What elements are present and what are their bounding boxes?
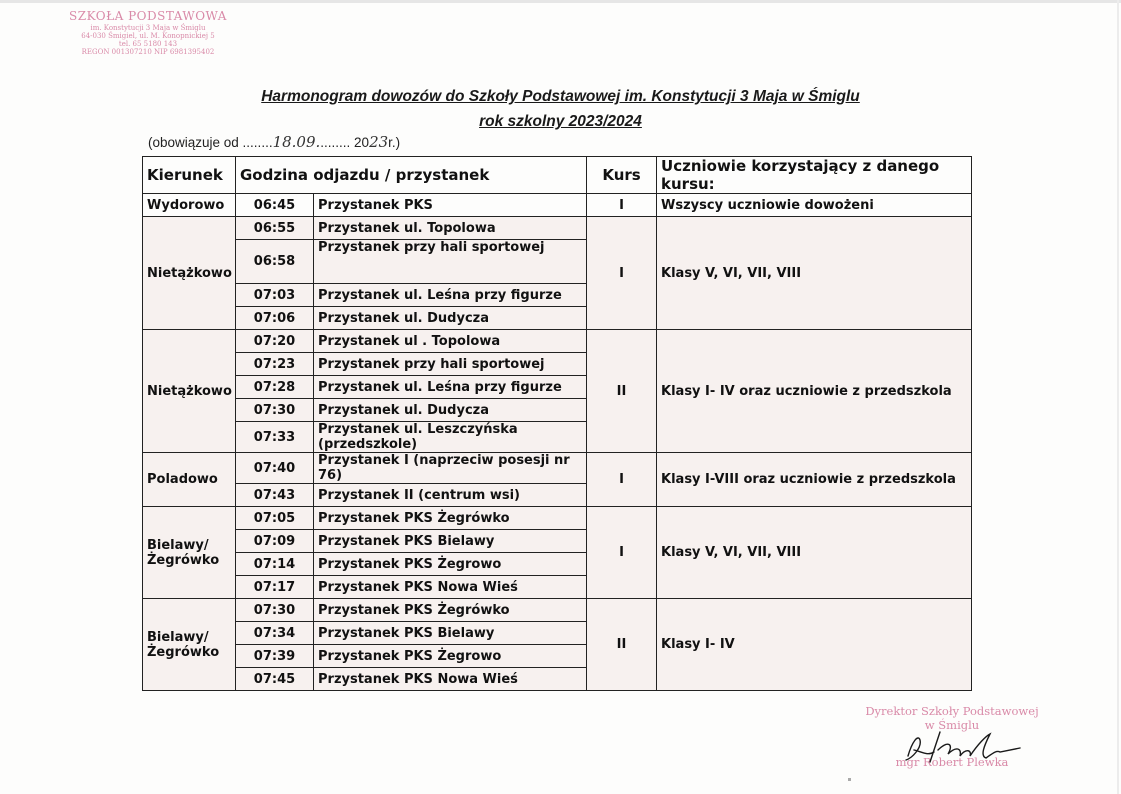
page-top-edge: [0, 0, 1121, 3]
departure-time: 07:14: [236, 553, 314, 576]
course-cell: II: [587, 599, 657, 691]
direction-cell: Poladowo: [143, 453, 236, 507]
header-departure: Godzina odjazdu / przystanek: [236, 157, 587, 194]
header-direction: Kierunek: [143, 157, 236, 194]
document-title: Harmonogram dowozów do Szkoły Podstawowej im. Konstytucji 3 Maja w Śmiglu: [261, 88, 860, 105]
validity-year: 23: [369, 133, 389, 151]
stop-name: Przystanek II (centrum wsi): [314, 484, 587, 507]
departure-time: 07:30: [236, 399, 314, 422]
table-row: [143, 507, 972, 530]
validity-middle: ........ 20: [320, 135, 370, 150]
stop-name: Przystanek ul. Leszczyńska (przedszkole): [314, 422, 587, 453]
departure-time: 06:55: [236, 217, 314, 240]
stop-name: Przystanek ul. Leśna przy figurze: [314, 284, 587, 307]
departure-time: 07:40: [236, 453, 314, 484]
direction-cell: Bielawy/ Żegrówko: [143, 599, 236, 691]
director-title: Dyrektor Szkoły Podstawowej: [865, 704, 1039, 718]
departure-time: 07:05: [236, 507, 314, 530]
stop-name: Przystanek PKS Żegrówko: [314, 599, 587, 622]
header-students: Uczniowie korzystający z danego kursu:: [657, 157, 972, 194]
scan-mark: [848, 778, 851, 781]
stamp-line: im. Konstytucji 3 Maja w Śmiglu: [90, 23, 206, 32]
stop-name: Przystanek PKS Nowa Wieś: [314, 668, 587, 691]
schedule-table: [142, 156, 972, 691]
course-cell: I: [587, 507, 657, 599]
table-row: [143, 599, 972, 622]
stop-name: Przystanek przy hali sportowej: [314, 353, 587, 376]
stop-name: Przystanek PKS Nowa Wieś: [314, 576, 587, 599]
students-cell: Klasy I- IV oraz uczniowie z przedszkola: [657, 330, 972, 453]
validity-note: [148, 133, 400, 151]
stamp-line: REGON 001307210 NIP 6981395402: [81, 47, 215, 56]
director-town: w Śmiglu: [924, 718, 980, 733]
direction-cell: Nietążkowo: [143, 217, 236, 330]
validity-suffix: r.): [388, 135, 401, 150]
stamp-line: tel. 65 5180 143: [118, 39, 178, 48]
departure-time: 07:17: [236, 576, 314, 599]
departure-time: 07:34: [236, 622, 314, 645]
stop-name: Przystanek PKS Bielawy: [314, 622, 587, 645]
students-cell: Klasy I-VIII oraz uczniowie z przedszkola: [657, 453, 972, 507]
course-cell: I: [587, 194, 657, 217]
stop-name: Przystanek ul. Dudycza: [314, 307, 587, 330]
departure-time: 07:06: [236, 307, 314, 330]
students-cell: Klasy I- IV: [657, 599, 972, 691]
table-header-row: [143, 157, 972, 194]
table-row: [143, 194, 972, 217]
departure-time: 07:03: [236, 284, 314, 307]
stamp-line: 64-030 Śmigiel, ul. M. Konopnickiej 5: [81, 31, 215, 40]
departure-time: 07:39: [236, 645, 314, 668]
header-course: Kurs: [587, 157, 657, 194]
stop-name: Przystanek PKS: [314, 194, 587, 217]
students-cell: Klasy V, VI, VII, VIII: [657, 507, 972, 599]
table-row: [143, 453, 972, 484]
students-cell: Klasy V, VI, VII, VIII: [657, 217, 972, 330]
table-row: [143, 217, 972, 240]
departure-time: 07:45: [236, 668, 314, 691]
stop-name: Przystanek ul. Topolowa: [314, 217, 587, 240]
departure-time: 07:30: [236, 599, 314, 622]
departure-time: 06:45: [236, 194, 314, 217]
course-cell: I: [587, 453, 657, 507]
validity-date: 18.09.: [272, 133, 321, 151]
stop-name: Przystanek I (naprzeciw posesji nr 76): [314, 453, 587, 484]
departure-time: 06:58: [236, 240, 314, 284]
stop-name: Przystanek PKS Żegrowo: [314, 645, 587, 668]
departure-time: 07:43: [236, 484, 314, 507]
departure-time: 07:09: [236, 530, 314, 553]
course-cell: I: [587, 217, 657, 330]
course-cell: II: [587, 330, 657, 453]
stop-name: Przystanek przy hali sportowej: [314, 240, 587, 284]
students-cell: Wszyscy uczniowie dowożeni: [657, 194, 972, 217]
stop-name: Przystanek PKS Żegrowo: [314, 553, 587, 576]
stop-name: Przystanek PKS Żegrówko: [314, 507, 587, 530]
stop-name: Przystanek ul. Leśna przy figurze: [314, 376, 587, 399]
departure-time: 07:23: [236, 353, 314, 376]
school-stamp: [58, 10, 238, 56]
stop-name: Przystanek ul. Dudycza: [314, 399, 587, 422]
director-name: mgr Robert Plewka: [895, 754, 1009, 769]
direction-cell: Bielawy/ Żegrówko: [143, 507, 236, 599]
validity-prefix: (obowiązuje od ........: [148, 135, 273, 150]
departure-time: 07:28: [236, 376, 314, 399]
schedule-body: [143, 194, 972, 691]
school-year: rok szkolny 2023/2024: [479, 113, 642, 130]
table-row: [143, 330, 972, 353]
departure-time: 07:33: [236, 422, 314, 453]
direction-cell: Nietążkowo: [143, 330, 236, 453]
stamp-line: SZKOŁA PODSTAWOWA: [69, 9, 227, 23]
signature: [900, 722, 1030, 767]
departure-time: 07:20: [236, 330, 314, 353]
stop-name: Przystanek ul . Topolowa: [314, 330, 587, 353]
stop-name: Przystanek PKS Bielawy: [314, 530, 587, 553]
direction-cell: Wydorowo: [143, 194, 236, 217]
